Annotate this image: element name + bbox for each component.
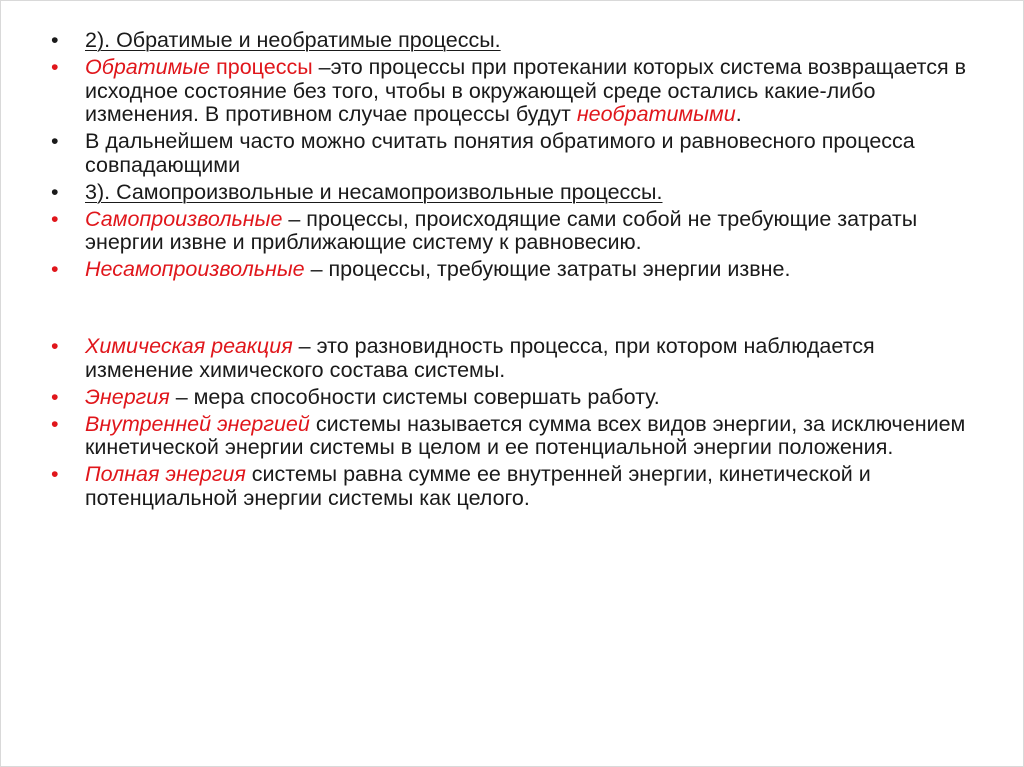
bullet-dot-icon: • [51, 179, 59, 204]
bullet-dot-icon: • [51, 411, 59, 436]
term-highlight: Внутренней энергией [85, 411, 310, 436]
term-highlight: Самопроизвольные [85, 206, 283, 231]
bullet-text [85, 385, 660, 409]
bullet-dot-icon: • [51, 28, 59, 52]
bullet-text [85, 462, 871, 510]
body-text: – мера способности системы совершать работу. [169, 384, 660, 409]
body-text: – процессы, требующие затраты энергии извне. [304, 257, 791, 281]
bullet-item [51, 258, 971, 282]
body-text: – это разновидность процесса, при котором наблюдается изменение химического состава системы. [85, 334, 875, 382]
bullet-text [85, 412, 965, 460]
spacer [51, 285, 971, 335]
bullet-item [51, 181, 971, 205]
body-text: В дальнейшем часто можно считать понятия обратимого и равновесного процесса совпадающими [85, 129, 915, 177]
bullet-text [85, 207, 917, 255]
bullet-text [85, 129, 915, 177]
term-highlight: Химическая реакция [85, 334, 293, 358]
bullet-dot-icon: • [51, 462, 59, 486]
term-highlight: Энергия [85, 384, 170, 409]
term-highlight: Несамопроизвольные [85, 257, 305, 281]
bullet-dot-icon: • [51, 55, 59, 79]
bullet-item [51, 335, 971, 382]
bullet-item [51, 130, 971, 177]
bullet-item [51, 56, 971, 127]
body-text: системы называется сумма всех видов энергии, за исключением кинетической энергии системы в целом и ее потенциальной энергии положения. [85, 411, 966, 459]
bullet-text [85, 28, 501, 52]
body-text: системы равна сумме ее внутренней энергии, кинетической и потенциальной энергии системы как целого. [85, 462, 871, 510]
bullet-dot-icon: • [51, 129, 59, 153]
bullet-list [51, 29, 971, 514]
bullet-dot-icon: • [51, 334, 59, 358]
bullet-item [51, 208, 971, 255]
bullet-text [85, 180, 663, 204]
bullet-item [51, 386, 971, 410]
body-text: –это процессы при протекании которых система возвращается в исходное состояние без того, чтобы в окружающей среде остались какие-либо изменения. В противном случае процессы будут [85, 55, 967, 126]
bullet-text [85, 55, 966, 126]
term-highlight: необратимыми [576, 102, 736, 126]
bullet-item [51, 463, 971, 510]
section-heading: 3). Самопроизвольные и несамопроизвольные процессы. [85, 179, 663, 204]
body-text: . [735, 102, 742, 126]
bullet-dot-icon: • [51, 384, 59, 409]
term-highlight: Полная энергия [85, 462, 246, 486]
bullet-item [51, 29, 971, 53]
bullet-item [51, 413, 971, 460]
body-text: – процессы, происходящие сами собой не требующие затраты энергии извне и приближающие систему к равновесию. [85, 206, 918, 254]
bullet-text [85, 334, 875, 382]
bullet-text [85, 257, 790, 281]
bullet-dot-icon: • [51, 257, 59, 281]
term-highlight: Обратимые [85, 55, 211, 79]
term-highlight: процессы [216, 55, 313, 79]
section-heading: 2). Обратимые и необратимые процессы. [85, 28, 501, 52]
bullet-dot-icon: • [51, 206, 59, 231]
